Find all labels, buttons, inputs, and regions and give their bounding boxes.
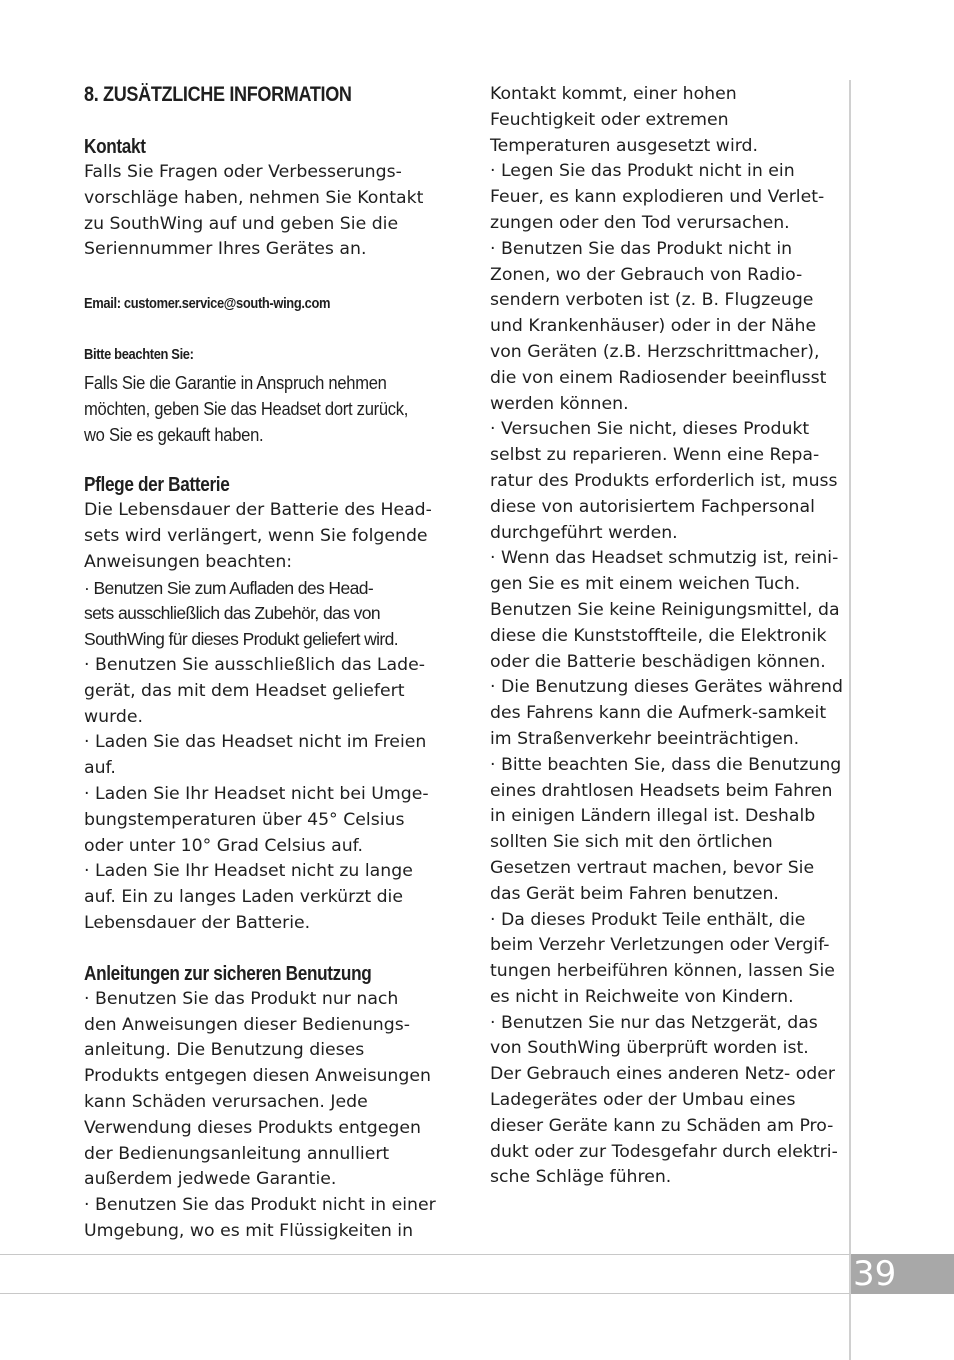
sicherheit-line: · Benutzen Sie das Produkt nur nach: [84, 988, 399, 1009]
right-column-line: Feuchtigkeit oder extremen: [490, 109, 729, 130]
footer-divider-bottom: [0, 1293, 850, 1294]
right-column-line: von Geräten (z.B. Herzschrittmacher),: [490, 341, 820, 362]
right-column-line: durchgeführt werden.: [490, 522, 678, 543]
right-column-line: es nicht in Reichweite von Kindern.: [490, 986, 794, 1007]
right-column-line: · Versuchen Sie nicht, dieses Produkt: [490, 419, 810, 440]
right-column-line: tungen herbeiführen können, lassen Sie: [490, 961, 835, 982]
kontakt-heading: Kontakt: [84, 136, 146, 158]
section-heading: 8. ZUSÄTZLICHE INFORMATION: [84, 83, 352, 106]
right-column-line: · Wenn das Headset schmutzig ist, reini-: [490, 548, 839, 569]
note-text: [84, 370, 446, 448]
right-column-line: werden können.: [490, 393, 629, 414]
right-column-line: in einigen Ländern illegal ist. Deshalb: [490, 806, 816, 827]
email-line: Email: customer.service@south-wing.com: [84, 295, 331, 313]
batterie-line: Lebensdauer der Batterie.: [84, 912, 311, 933]
batterie-line: Die Lebensdauer der Batterie des Head-: [84, 500, 432, 521]
right-column-line: ratur des Produkts erforderlich ist, muss: [490, 470, 838, 491]
right-column-line: eines drahtlosen Headsets beim Fahren: [490, 780, 833, 801]
right-column-line: das Gerät beim Fahren benutzen.: [490, 883, 779, 904]
batterie-line: gerät, das mit dem Headset geliefert: [84, 680, 405, 701]
batterie-line: Anweisungen beachten:: [84, 551, 293, 572]
right-column-line: sollten Sie sich mit den örtlichen: [490, 832, 773, 853]
vertical-divider: [849, 80, 851, 1360]
sicherheit-line: Verwendung dieses Produkts entgegen: [84, 1117, 421, 1138]
kontakt-line: Falls Sie Fragen oder Verbesserungs-: [84, 162, 402, 182]
sicherheit-line: Produkts entgegen diesen Anweisungen: [84, 1066, 431, 1087]
batterie-line: sets wird verlängert, wenn Sie folgende: [84, 525, 428, 546]
right-column-line: Temperaturen ausgesetzt wird.: [490, 135, 759, 156]
sicherheit-line: außerdem jedwede Garantie.: [84, 1169, 337, 1190]
batterie-line: · Laden Sie Ihr Headset nicht zu lange: [84, 861, 413, 882]
batterie-line: wurde.: [84, 706, 143, 727]
right-column-line: oder die Batterie beschädigen können.: [490, 651, 826, 672]
kontakt-line: vorschläge haben, nehmen Sie Kontakt: [84, 187, 424, 208]
batterie-line: oder unter 10° Grad Celsius auf.: [84, 835, 363, 856]
right-column-line: von SouthWing überprüft worden ist.: [490, 1038, 809, 1059]
right-column-line: sendern verboten ist (z. B. Flugzeuge: [490, 290, 814, 311]
kontakt-line: Seriennummer Ihres Gerätes an.: [84, 239, 367, 260]
right-column-line: diese die Kunststoffteile, die Elektronik: [490, 625, 827, 646]
right-column-line: · Bitte beachten Sie, dass die Benutzung: [490, 754, 842, 775]
sicherheit-line: anleitung. Die Benutzung dieses: [84, 1040, 365, 1061]
batterie-line: auf.: [84, 758, 116, 779]
batterie-heading: Pflege der Batterie: [84, 474, 230, 497]
right-column-line: im Straßenverkehr beeinträchtigen.: [490, 728, 800, 749]
note-heading: Bitte beachten Sie:: [84, 346, 194, 364]
batterie-line: SouthWing für dieses Produkt geliefert wird.: [84, 629, 399, 650]
batterie-line: · Laden Sie Ihr Headset nicht bei Umge-: [84, 783, 429, 804]
sicherheit-line: der Bedienungsanleitung annulliert: [84, 1143, 390, 1164]
kontakt-text: [84, 160, 446, 263]
right-column-line: · Legen Sie das Produkt nicht in ein: [490, 161, 795, 182]
sicherheit-line: Umgebung, wo es mit Flüssigkeiten in: [84, 1220, 414, 1241]
right-column-line: Der Gebrauch eines anderen Netz- oder: [490, 1064, 836, 1085]
right-column-line: gen Sie es mit einem weichen Tuch.: [490, 574, 801, 595]
right-column-line: · Benutzen Sie das Produkt nicht in: [490, 238, 793, 259]
right-column-line: · Da dieses Produkt Teile enthält, die: [490, 909, 806, 930]
right-column-line: und Krankenhäuser) oder in der Nähe: [490, 316, 817, 337]
right-column-line: dukt oder zur Todesgefahr durch elektri-: [490, 1141, 838, 1162]
sicherheit-text: [84, 987, 446, 1245]
right-column-line: diese von autorisiertem Fachpersonal: [490, 496, 815, 517]
sicherheit-line: kann Schäden verursachen. Jede: [84, 1091, 368, 1112]
kontakt-line: zu SouthWing auf und geben Sie die: [84, 213, 399, 234]
batterie-line: · Benutzen Sie zum Aufladen des Head-: [84, 577, 374, 598]
batterie-line: · Laden Sie das Headset nicht im Freien: [84, 732, 427, 753]
right-column-line: Feuer, es kann explodieren und Verlet-: [490, 187, 825, 208]
right-column-line: beim Verzehr Verletzungen oder Vergif-: [490, 935, 830, 956]
right-column-line: Kontakt kommt, einer hohen: [490, 84, 737, 104]
right-column-line: · Benutzen Sie nur das Netzgerät, das: [490, 1012, 818, 1033]
right-column-line: Zonen, wo der Gebrauch von Radio-: [490, 264, 803, 285]
right-column-line: des Fahrens kann die Aufmerk-samkeit: [490, 703, 827, 724]
sicherheit-line: den Anweisungen dieser Bedienungs-: [84, 1014, 410, 1035]
sicherheit-line: · Benutzen Sie das Produkt nicht in einer: [84, 1195, 436, 1216]
page-number: 39: [851, 1254, 954, 1294]
right-column: [490, 82, 850, 1191]
batterie-line: · Benutzen Sie ausschließlich das Lade-: [84, 654, 425, 675]
right-column-line: Gesetzen vertraut machen, bevor Sie: [490, 857, 815, 878]
left-column: [84, 82, 446, 1245]
note-line: möchten, geben Sie das Headset dort zurück,: [84, 399, 409, 420]
note-line: wo Sie es gekauft haben.: [84, 425, 264, 446]
right-column-line: Benutzen Sie keine Reinigungsmittel, da: [490, 599, 840, 620]
footer-divider-top: [0, 1254, 850, 1255]
batterie-line: auf. Ein zu langes Laden verkürzt die: [84, 887, 403, 908]
right-column-line: Ladegerätes oder der Umbau eines: [490, 1090, 796, 1111]
batterie-line: bungstemperaturen über 45° Celsius: [84, 809, 405, 830]
note-line: Falls Sie die Garantie in Anspruch nehmen: [84, 373, 387, 394]
sicherheit-heading: Anleitungen zur sicheren Benutzung: [84, 962, 372, 985]
batterie-line: sets ausschließlich das Zubehör, das von: [84, 603, 381, 624]
right-column-line: sche Schläge führen.: [490, 1167, 672, 1188]
right-column-line: die von einem Radiosender beeinflusst: [490, 367, 827, 388]
right-column-line: · Die Benutzung dieses Gerätes während: [490, 677, 843, 698]
right-column-line: selbst zu reparieren. Wenn eine Repa-: [490, 445, 820, 466]
batterie-text: [84, 498, 446, 937]
right-column-line: zungen oder den Tod verursachen.: [490, 212, 790, 233]
right-column-line: dieser Geräte kann zu Schäden am Pro-: [490, 1115, 834, 1136]
